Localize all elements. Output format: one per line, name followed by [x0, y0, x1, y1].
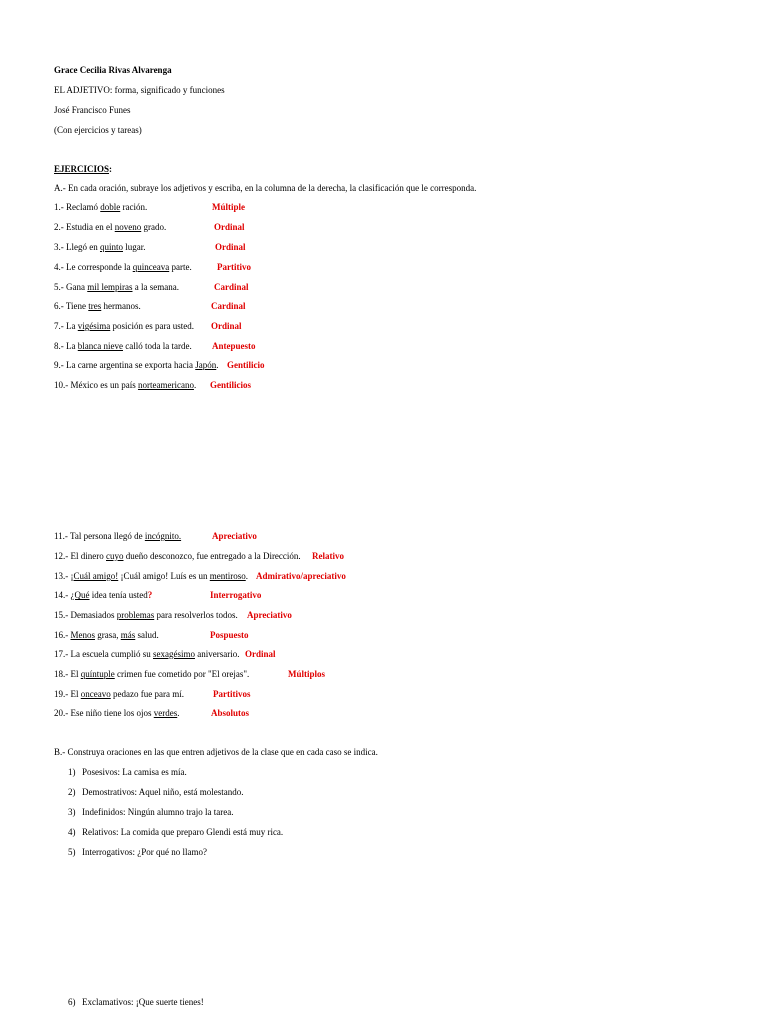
section-heading: EJERCICIOS:: [54, 164, 113, 174]
exercise-item: [54, 340, 192, 352]
sentence-text: 18.- El: [54, 669, 81, 679]
answer-classification: Ordinal: [215, 242, 246, 252]
answer-classification: Gentilicios: [210, 380, 251, 390]
underlined-adjective: doble: [100, 202, 121, 212]
exercise-item: [54, 300, 141, 312]
sentence-text: ¡Cuál amigo! Luís es un: [118, 571, 210, 581]
answer-classification: Antepuesto: [212, 341, 256, 351]
sentence-text: 2.- Estudia en el: [54, 222, 115, 232]
sentence-text: grasa,: [95, 630, 121, 640]
answer-classification: Absolutos: [211, 708, 250, 718]
underlined-adjective: noveno: [114, 222, 142, 232]
answer-classification: Apreciativo: [212, 531, 257, 541]
exercise-item: [54, 609, 238, 621]
underlined-adjective: quíntuple: [80, 669, 115, 679]
list-text: Indefinidos: Ningún alumno trajo la tarea.: [82, 807, 234, 817]
underlined-adjective: sexagésimo: [152, 649, 195, 659]
sentence-text: 12.- El dinero: [54, 551, 106, 561]
underlined-adjective: problemas: [116, 610, 155, 620]
sentence-text: 5.- Gana: [54, 282, 88, 292]
underlined-adjective: Menos: [70, 630, 95, 640]
construction-list-item: [68, 826, 283, 838]
sentence-text: posición es para usted.: [110, 321, 194, 331]
exercise-item: [54, 668, 249, 680]
sentence-text: idea tenía usted: [89, 590, 148, 600]
exercise-item: [54, 201, 147, 213]
sentence-text: lugar.: [123, 242, 146, 252]
answer-classification: Cardinal: [214, 282, 249, 292]
sentence-text: 4.- Le corresponde la: [54, 262, 133, 272]
exercise-item: [54, 688, 184, 700]
instructions-b: B.- Construya oraciones en las que entren adjetivos de la clase que en cada caso se indica.: [54, 747, 378, 757]
list-text: Posesivos: La camisa es mía.: [82, 767, 187, 777]
answer-classification: Relativo: [312, 551, 344, 561]
exercise-item: [54, 359, 219, 371]
exercise-item: [54, 241, 146, 253]
sentence-text: .: [193, 380, 197, 390]
sentence-text: a la semana.: [132, 282, 179, 292]
construction-list-item: [68, 846, 207, 858]
list-number: 6): [68, 997, 76, 1007]
underlined-adjective: verdes: [153, 708, 178, 718]
answer-classification: Gentilicio: [227, 360, 265, 370]
document-note: (Con ejercicios y tareas): [54, 125, 142, 135]
construction-list-item: [68, 806, 233, 818]
construction-list-item: [68, 996, 204, 1008]
underlined-adjective: incógnito.: [144, 531, 182, 541]
sentence-text: 19.- El: [54, 689, 81, 699]
sentence-text: 1.- Reclamó: [54, 202, 101, 212]
sentence-text: 20.- Ese niño tiene los ojos: [54, 708, 154, 718]
sentence-text: ración.: [120, 202, 148, 212]
sentence-text: crimen fue cometido por "El orejas".: [114, 669, 250, 679]
underlined-adjective: mentiroso: [209, 571, 246, 581]
exercise-item: [54, 221, 166, 233]
construction-list-item: [68, 786, 243, 798]
exercise-item: [54, 707, 180, 719]
sentence-text: para resolverlos todos.: [154, 610, 238, 620]
list-number: 2): [68, 787, 76, 797]
answer-classification: Ordinal: [245, 649, 276, 659]
exercise-item: [54, 589, 152, 601]
underlined-adjective: vigésima: [77, 321, 111, 331]
underlined-adjective: cuyo: [106, 551, 124, 561]
exercise-item: [54, 320, 194, 332]
exercise-item: [54, 281, 179, 293]
exercise-item: [54, 550, 301, 562]
sentence-text: 10.- México es un país: [54, 380, 138, 390]
sentence-text: .: [245, 571, 248, 581]
underlined-adjective: quinceava: [132, 262, 170, 272]
sentence-text: 14.-: [54, 590, 71, 600]
sentence-text: pedazo fue para mí.: [110, 689, 184, 699]
sentence-text: grado.: [141, 222, 167, 232]
document-title: EL ADJETIVO: forma, significado y funciones: [54, 85, 225, 95]
sentence-text: 3.- Llegó en: [54, 242, 100, 252]
sentence-text: 11.- Tal persona llegó de: [54, 531, 145, 541]
list-text: Interrogativos: ¿Por qué no llamo?: [82, 847, 207, 857]
exercise-item: [54, 570, 248, 582]
underlined-adjective: mil lempiras: [87, 282, 133, 292]
answer-classification: Ordinal: [214, 222, 245, 232]
sentence-text: 7.- La: [54, 321, 78, 331]
underlined-adjective: Japón: [195, 360, 217, 370]
instructions-a: A.- En cada oración, subraye los adjetivos y escriba, en la columna de la derecha, la clasificación que le corresponda.: [54, 183, 477, 193]
sentence-text: 16.-: [54, 630, 71, 640]
answer-classification: Múltiplos: [288, 669, 326, 679]
sentence-text: dueño desconozco, fue entregado a la Dirección.: [123, 551, 301, 561]
sentence-text: parte.: [169, 262, 192, 272]
list-text: Exclamativos: ¡Que suerte tienes!: [82, 997, 204, 1007]
sentence-text: 17.- La escuela cumplió su: [54, 649, 153, 659]
sentence-text: aniversario.: [194, 649, 240, 659]
exercise-item: [54, 379, 196, 391]
sentence-text: 9.- La carne argentina se exporta hacia: [54, 360, 196, 370]
sentence-text: .: [216, 360, 219, 370]
answer-classification: Admirativo/apreciativo: [256, 571, 346, 581]
underlined-adjective: tres: [88, 301, 102, 311]
sentence-text: hermanos.: [101, 301, 141, 311]
list-number: 5): [68, 847, 76, 857]
answer-classification: Apreciativo: [247, 610, 292, 620]
answer-classification: Partitivos: [213, 689, 251, 699]
teacher-name: José Francisco Funes: [54, 105, 131, 115]
exercise-item: [54, 629, 159, 641]
list-text: Relativos: La comida que preparo Glendi está muy rica.: [82, 827, 284, 837]
exercise-item: [54, 648, 239, 660]
list-number: 3): [68, 807, 76, 817]
sentence-text: 13.-: [54, 571, 71, 581]
sentence-text: 6.- Tiene: [54, 301, 89, 311]
sentence-text: .: [177, 708, 180, 718]
answer-classification: Pospuesto: [210, 630, 249, 640]
sentence-text: salud.: [135, 630, 159, 640]
sentence-text: calló toda la tarde.: [122, 341, 192, 351]
list-text: Demostrativos: Aquel niño, está molestando.: [82, 787, 244, 797]
answer-classification: Partitivo: [217, 262, 251, 272]
sentence-punctuation: ?: [147, 590, 153, 600]
underlined-adjective: quinto: [99, 242, 123, 252]
author-name: Grace Cecilia Rivas Alvarenga: [54, 65, 172, 75]
underlined-adjective: ¿Qué: [70, 590, 90, 600]
exercise-item: [54, 261, 192, 273]
underlined-adjective: blanca nieve: [77, 341, 123, 351]
section-heading-text: EJERCICIOS: [54, 164, 110, 174]
list-number: 4): [68, 827, 76, 837]
list-number: 1): [68, 767, 76, 777]
underlined-adjective: norteamericano: [137, 380, 194, 390]
exercise-item: [54, 530, 181, 542]
answer-classification: Ordinal: [211, 321, 242, 331]
answer-classification: Cardinal: [211, 301, 246, 311]
underlined-adjective: ¡Cuál amigo!: [70, 571, 119, 581]
underlined-adjective: más: [120, 630, 136, 640]
underlined-adjective: onceavo: [80, 689, 111, 699]
sentence-text: 15.- Demasiados: [54, 610, 117, 620]
answer-classification: Múltiple: [212, 202, 245, 212]
sentence-text: 8.- La: [54, 341, 78, 351]
construction-list-item: [68, 766, 187, 778]
answer-classification: Interrogativo: [210, 590, 262, 600]
